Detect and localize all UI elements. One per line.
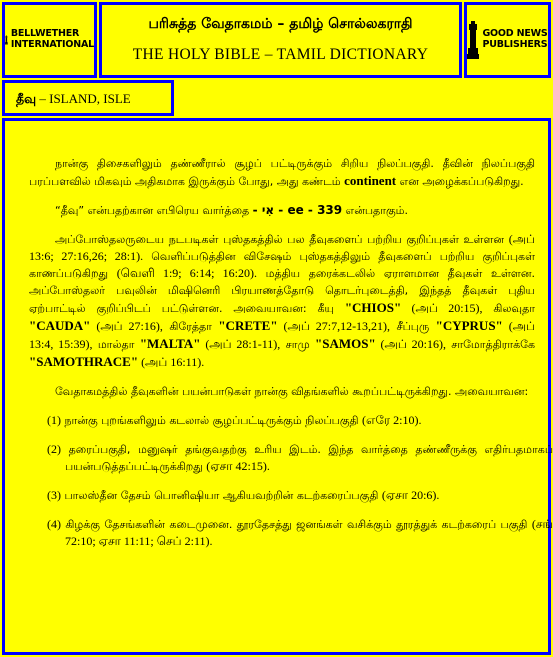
p3-i: சாமோத்திராக்கே	[445, 338, 536, 351]
island-cauda: "CAUDA"	[29, 318, 91, 333]
good-news-logo-text	[482, 29, 547, 51]
p3-ref2: (வெளி 1:9; 6:14; 16:20).	[116, 266, 257, 280]
p3-ref7: (அப் 28:1-11),	[200, 337, 281, 351]
logo-left-line1: BELLWETHER	[10, 28, 80, 40]
p3-g: மால்தா	[92, 338, 140, 351]
good-news-logo-box	[464, 2, 551, 78]
list-item	[39, 516, 553, 550]
island-samos: "SAMOS"	[315, 336, 376, 351]
title-english: THE HOLY BIBLE – TAMIL DICTIONARY	[132, 46, 429, 63]
item-text: கிழக்கு தேசங்களின் கடைமுனை. தூரதேசத்து ஜனங்கள் வசிக்கும் தூரத்துக் கடற்கரைப் பகுதி	[61, 518, 532, 531]
p3-e: கிரேத்தா	[162, 320, 219, 333]
p1-tail: என அழைக்கப்படுகிறது.	[396, 175, 524, 188]
p2-pre: “தீவு” என்பதற்கான எபிரெய வார்த்தை	[55, 204, 253, 217]
item-ref: (எரே 2:10).	[362, 413, 422, 427]
paragraph-usages: வேதாகமத்தில் தீவுகளின் பயன்பாடுகள் நான்கு விதங்களில் கூறப்பட்டிருக்கிறது. அவையாவன:	[55, 385, 529, 398]
logo-right-line1: GOOD NEWS	[482, 28, 548, 40]
item-text: நான்கு புறங்களிலும் கடலால் சூழப்பட்டிருக்கும் நிலப்பகுதி	[61, 414, 363, 427]
title-tamil: பரிசுத்த வேதாகமம் – தமிழ் சொல்லகராதி	[148, 16, 413, 32]
p3-b: வெளிப்படுத்தின விசேஷம் புஸ்தகத்திலும் தீவுகளைப் பற்றிய குறிப்புகள் காணப்படுகிறது	[29, 250, 536, 280]
good-news-logo-icon	[467, 21, 479, 59]
island-samothrace: "SAMOTHRACE"	[29, 354, 139, 369]
item-ref: (ஏசா 20:6).	[381, 488, 440, 502]
item-number: (2)	[47, 442, 61, 456]
list-item	[39, 487, 553, 504]
entry-word-english: ISLAND, ISLE	[49, 91, 131, 106]
item-ref: (ஏசா 42:15).	[206, 459, 270, 473]
island-crete: "CRETE"	[218, 318, 278, 333]
item-ref: (சங் 72:10; ஏசா 11:11; செப் 2:11).	[65, 517, 553, 548]
p3-d: கிலவுதா	[482, 302, 535, 315]
island-chios: "CHIOS"	[344, 300, 402, 315]
bellwether-logo-icon	[5, 21, 8, 59]
p3-h: சாமு	[280, 338, 316, 351]
entry-box	[2, 80, 174, 116]
p2-hebrew: - אִי - ee - 339	[252, 203, 343, 217]
p1-text: நான்கு திசைகளிலும் தண்ணீரால் சூழப் பட்டிருக்கும் சிறிய நிலப்பகுதி. தீவின் நிலப்பகுதி பரப்பளவில் மிகவும் அதிகமாக இருக்கும் போது, அது கண்டம்	[29, 157, 535, 188]
item-number: (4)	[47, 517, 61, 531]
p3-ref5: (அப் 27:7,12-13,21),	[277, 319, 391, 333]
paragraph-definition	[29, 155, 535, 190]
item-text: பாலஸ்தீன தேசம் பொனிஷியா ஆகியவற்றின் கடற்கரைப்பகுதி	[61, 489, 382, 502]
p3-ref3: (அப் 20:15),	[401, 301, 483, 315]
item-text: தரைப்பகுதி, மனுஷர் தங்குவதற்கு உரிய இடம். இந்த வார்த்தை தண்ணீருக்கு எதிர்பதமாகப் பயன்படுத்தப்பட்டிருக்கிறது	[61, 443, 553, 473]
p3-ref8: (அப் 20:16),	[375, 337, 446, 351]
item-number: (3)	[47, 488, 61, 502]
island-cyprus: "CYPRUS"	[435, 318, 503, 333]
paragraph-hebrew	[29, 202, 535, 219]
p3-ref4: (அப் 27:16),	[90, 319, 163, 333]
item-number: (1)	[47, 413, 61, 427]
usage-list	[29, 412, 553, 550]
bellwether-logo-text	[11, 29, 94, 51]
definition-box	[2, 118, 551, 655]
title-box	[99, 2, 462, 78]
p3-c: மத்திய தரைக்கடலில் ஏராளமான தீவுகள் உள்ளன. அப்போஸ்தலர் பவுலின் மிஷினெரி பிரயாணத்தோடு தொடர்புடைத்தி, இந்தத் தீவுகள் புதிய ஏற்பாட்டில் குறிப்பிடப் பட்டுள்ளன. அவையாவன: கீயு	[29, 267, 535, 315]
list-item	[39, 412, 553, 429]
island-malta: "MALTA"	[139, 336, 201, 351]
entry-label	[16, 91, 131, 108]
bellwether-logo-box	[2, 2, 97, 78]
p3-ref6: (அப் 13:4, 15:39),	[29, 319, 535, 351]
logo-right-line2: PUBLISHERS	[482, 39, 548, 50]
p3-ref1: (அப் 13:6; 27:16,26; 28:1).	[29, 232, 535, 263]
p1-latin: continent	[344, 173, 397, 188]
entry-dash: –	[39, 91, 46, 106]
list-item	[39, 441, 553, 475]
entry-word-tamil: தீவு	[16, 91, 37, 106]
paragraph-islands	[29, 231, 535, 371]
p2-post: என்பதாகும்.	[342, 204, 409, 217]
p3-a: அப்போஸ்தலருடைய நடபடிகள் புஸ்தகத்தில் பல தீவுகளைப் பற்றிய குறிப்புகள் உள்ளன	[55, 233, 509, 246]
definition-content	[29, 155, 553, 562]
p3-f: சீப்புரு	[390, 320, 436, 333]
logo-left-line2: INTERNATIONAL	[10, 39, 94, 50]
p3-ref9: (அப் 16:11).	[138, 355, 205, 369]
